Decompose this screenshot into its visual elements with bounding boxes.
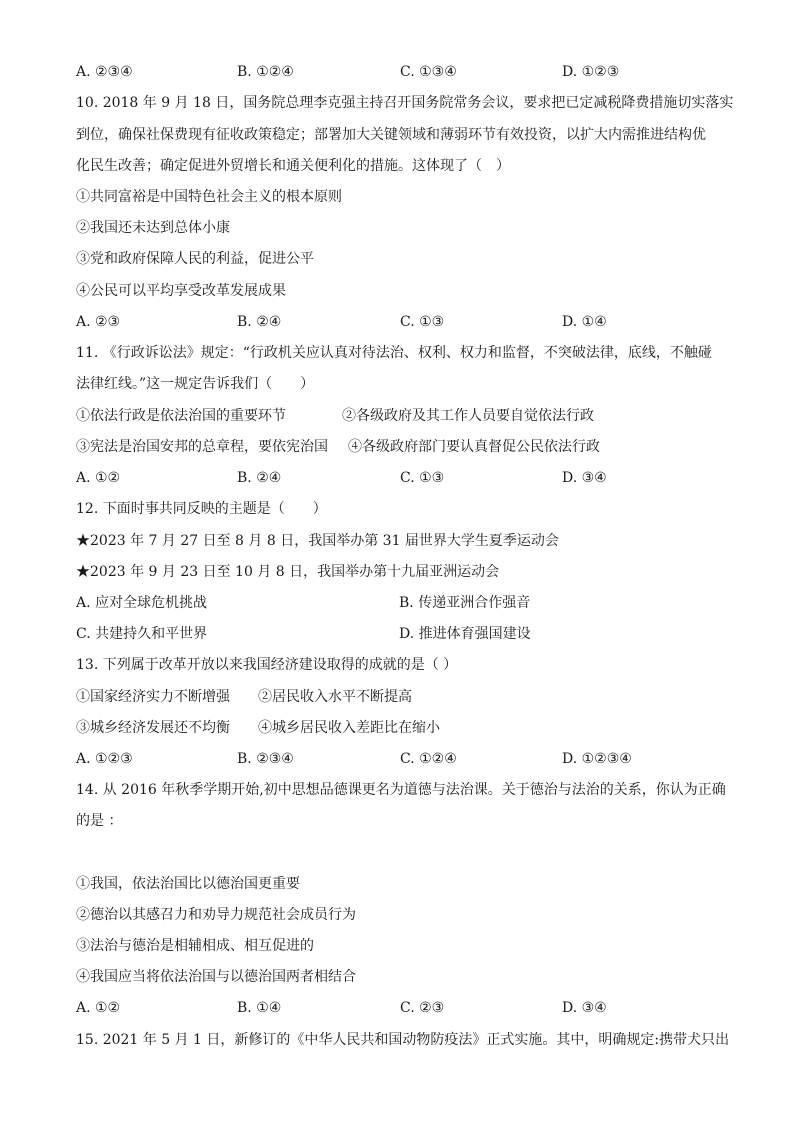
- question-stem-line: 法律红线。”这一规定告诉我们（ ）: [76, 376, 315, 392]
- option-a: A. ①②③: [76, 751, 133, 767]
- option-c: C. ①③④: [400, 64, 457, 80]
- option-b: B. ②③④: [237, 751, 294, 767]
- statement-item: ③法治与德治是相辅相成、相互促进的: [76, 938, 314, 954]
- option-b: B. ②④: [237, 470, 282, 486]
- statement-item: ②德治以其感召力和劝导力规范社会成员行为: [76, 907, 356, 923]
- question-stem-line: 化民生改善；确定促进外贸增长和通关便利化的措施。这体现了（ ）: [76, 158, 510, 174]
- option-a: A. 应对全球危机挑战: [76, 595, 208, 611]
- question-stem-line: 到位，确保社保费现有征收政策稳定；部署加大关键领域和薄弱环节有效投资，以扩大内需推进结构优: [76, 127, 706, 143]
- event-item: ★2023 年 7 月 27 日至 8 月 8 日，我国举办第 31 届世界大学生夏季运动会: [76, 533, 559, 549]
- option-b: B. ①④: [237, 1000, 282, 1016]
- option-c: C. ①③: [400, 314, 445, 330]
- statement-item: ①我国，依法治国比以德治国更重要: [76, 876, 300, 892]
- option-d: D. ①②③: [562, 64, 620, 80]
- statement-item: ④我国应当将依法治国与以德治国两者相结合: [76, 969, 356, 985]
- option-a: A. ②③④: [76, 64, 133, 80]
- option-a: A. ①②: [76, 1000, 121, 1016]
- question-stem-line: 15. 2021 年 5 月 1 日，新修订的《中华人民共和国动物防疫法》正式实施。其中，明确规定:携带犬只出: [76, 1032, 730, 1048]
- option-d: D. ①④: [562, 314, 607, 330]
- statement-item: ③宪法是治国安邦的总章程，要依宪治国: [76, 439, 328, 455]
- statement-item: ②居民收入水平不断提高: [258, 689, 412, 705]
- statement-item: ②我国还未达到总体小康: [76, 220, 230, 236]
- option-c: C. ①③: [400, 470, 445, 486]
- option-d: D. ③④: [562, 470, 607, 486]
- question-stem-line: 的是 ：: [76, 813, 123, 829]
- option-a: A. ②③: [76, 314, 121, 330]
- option-b: B. ②④: [237, 314, 282, 330]
- question-stem-line: 14. 从 2016 年秋季学期开始,初中思想品德课更名为道德与法治课。关于德治与法治的关系，你认为正确: [76, 782, 726, 798]
- question-stem-line: 11. 《行政诉讼法》规定：“行政机关应认真对待法治、权利、权力和监督，不突破法律，底线，不触碰: [76, 345, 712, 361]
- statement-item: ②各级政府及其工作人员要自觉依法行政: [342, 408, 594, 424]
- option-d: D. ①②③④: [562, 751, 632, 767]
- statement-item: ①国家经济实力不断增强: [76, 689, 230, 705]
- statement-item: ①共同富裕是中国特色社会主义的根本原则: [76, 189, 342, 205]
- option-c: C. 共建持久和平世界: [76, 626, 208, 642]
- option-a: A. ①②: [76, 470, 121, 486]
- statement-item: ①依法行政是依法治国的重要环节: [76, 408, 286, 424]
- statement-item: ④各级政府部门要认真督促公民依法行政: [348, 439, 600, 455]
- statement-item: ④城乡居民收入差距比在缩小: [258, 720, 440, 736]
- question-stem-line: 10. 2018 年 9 月 18 日，国务院总理李克强主持召开国务院常务会议，要求把已定减税降费措施切实落实: [76, 95, 734, 111]
- option-b: B. ①②④: [237, 64, 294, 80]
- option-c: C. ②③: [400, 1000, 445, 1016]
- question-stem-line: 13. 下列属于改革开放以来我国经济建设取得的成就的是（ ）: [76, 657, 458, 673]
- option-d: D. ③④: [562, 1000, 607, 1016]
- option-b: B. 传递亚洲合作强音: [399, 595, 531, 611]
- option-c: C. ①②④: [400, 751, 457, 767]
- statement-item: ③城乡经济发展还不均衡: [76, 720, 230, 736]
- statement-item: ③党和政府保障人民的利益，促进公平: [76, 251, 314, 267]
- event-item: ★2023 年 9 月 23 日至 10 月 8 日，我国举办第十九届亚洲运动会: [76, 564, 500, 580]
- option-d: D. 推进体育强国建设: [399, 626, 531, 642]
- statement-item: ④公民可以平均享受改革发展成果: [76, 283, 286, 299]
- question-stem-line: 12. 下面时事共同反映的主题是（ ）: [76, 501, 327, 517]
